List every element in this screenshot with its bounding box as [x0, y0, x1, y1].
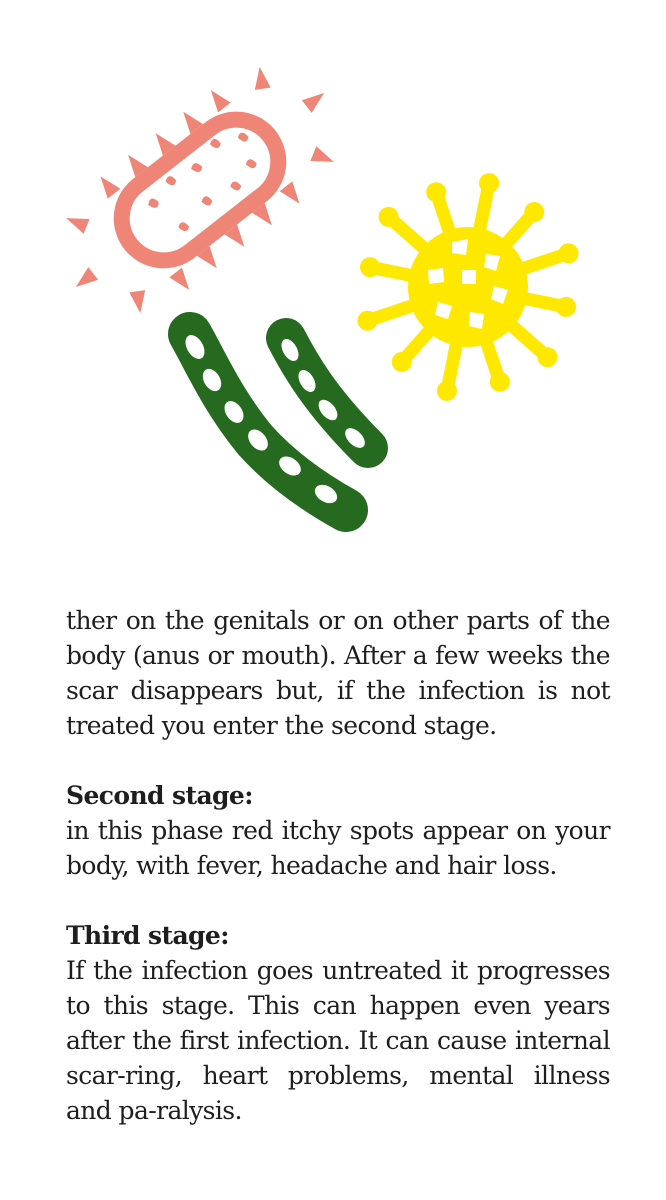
virus-arm-tip	[437, 381, 457, 401]
virus-arm-tip	[556, 297, 576, 317]
virus-arm-tip	[537, 347, 557, 367]
third-stage-body: If the infection goes untreated it progresses to this stage. This can happen even years after the first infection. It can cause internal scar-ring, heart problems, mental illness and pa-ralysis.	[66, 956, 610, 1125]
yellow-virus-icon	[358, 173, 579, 401]
bacillus-spike	[205, 85, 231, 112]
virus-arm-tip	[524, 202, 544, 222]
article-text	[66, 603, 610, 1128]
germs-illustration	[0, 0, 666, 560]
intro-paragraph: ther on the genitals or on other parts of the body (anus or mouth). After a few weeks the scar disappears but, if the infection is not treated you enter the second stage.	[66, 606, 610, 740]
bacillus-spikes	[32, 36, 369, 343]
virus-arm-tip	[558, 243, 578, 263]
bacillus-spike	[305, 144, 333, 173]
bacillus-spike	[94, 171, 120, 198]
pink-bacillus-icon	[32, 36, 369, 343]
bacillus-spike	[169, 268, 195, 295]
bacillus-spike	[280, 181, 306, 208]
bacillus-spike	[126, 284, 154, 313]
second-stage-heading: Second stage:	[66, 781, 253, 810]
virus-arm-tip	[490, 372, 510, 392]
virus-arm-tip	[426, 182, 446, 202]
virus-arm-tip	[392, 352, 412, 372]
virus-arm-tip	[479, 173, 499, 193]
green-chain-bacteria-icon	[182, 332, 369, 510]
bacillus-spike	[71, 267, 98, 293]
virus-arm-tip	[360, 257, 380, 277]
paragraph-gap	[66, 883, 610, 918]
virus-core	[408, 227, 528, 347]
virus-arm-tip	[379, 207, 399, 227]
virus-arm-tip	[358, 311, 378, 331]
bacillus-spike	[302, 87, 329, 113]
third-stage-heading: Third stage:	[66, 921, 229, 950]
paragraph-gap	[66, 743, 610, 778]
bacillus-body	[105, 103, 295, 278]
bacillus-spike	[246, 67, 274, 96]
second-stage-body: in this phase red itchy spots appear on your body, with fever, headache and hair loss.	[66, 816, 610, 880]
bacillus-spike	[66, 207, 94, 236]
